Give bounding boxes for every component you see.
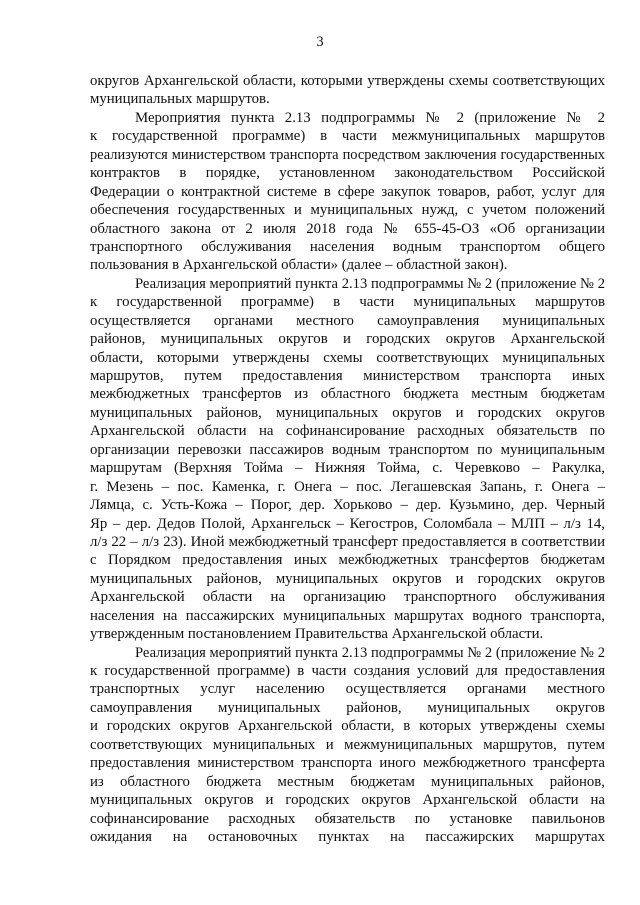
text-line: софинансирование расходных обязательств по установке павильонов: [90, 810, 605, 827]
text-line: предоставления министерством транспорта иного межбюджетного трансферта: [90, 755, 605, 772]
text-line: областного закона от 2 июля 2018 года № 655-45-ОЗ «Об организации: [90, 220, 605, 237]
text-line: с Порядком предоставления иных межбюджетных трансфертов бюджетам: [90, 552, 605, 569]
text-line: г. Мезень – пос. Каменка, г. Онега – пос. Легашевская Запань, г. Онега –: [90, 478, 605, 495]
text-line: осуществляется органами местного самоуправления муниципальных: [90, 312, 605, 329]
body-text: [90, 72, 605, 846]
text-line: Мероприятия пункта 2.13 подпрограммы № 2 (приложение № 2: [135, 109, 605, 126]
text-line: муниципальных маршрутов.: [90, 91, 270, 108]
text-line: маршрутам (Верхняя Тойма – Нижняя Тойма, с. Черевково – Ракулка,: [90, 460, 605, 477]
text-line: утвержденным постановлением Правительства Архангельской области.: [90, 626, 544, 643]
text-line: Архангельской области на софинансирование расходных обязательств по: [90, 423, 605, 440]
text-line: пользования в Архангельской области» (далее – областной закон).: [90, 257, 508, 274]
text-line: и городских округов Архангельской области, в которых утверждены схемы: [90, 718, 605, 735]
text-line: реализуются министерством транспорта посредством заключения государственных: [90, 146, 605, 163]
text-line: л/з 22 – л/з 23). Иной межбюджетный трансферт предоставляется в соответствии: [90, 533, 605, 550]
text-line: к государственной программе) в части создания условий для предоставления: [90, 663, 605, 679]
text-line: из областного бюджета местным бюджетам муниципальных районов,: [90, 773, 605, 790]
text-line: обеспечения государственных и муниципальных нужд, с учетом положений: [90, 202, 605, 219]
text-line: области, которыми утверждены схемы соответствующих муниципальных: [90, 349, 605, 366]
text-line: контрактов в порядке, установленном законодательством Российской: [90, 165, 605, 182]
text-line: округов Архангельской области, которыми утверждены схемы соответствующих: [90, 73, 605, 89]
text-line: организации перевозки пассажиров водным транспортом по муниципальным: [90, 441, 605, 458]
text-line: Яр – дер. Дедов Полой, Архангельск – Кегостров, Соломбала – МЛП – л/з 14,: [90, 515, 605, 532]
text-line: Архангельской области на организацию транспортного обслуживания: [90, 589, 605, 606]
text-line: самоуправления муниципальных районов, муниципальных округов: [90, 699, 605, 716]
text-line: районов, муниципальных округов и городских округов Архангельской: [90, 331, 605, 348]
page-number: 3: [316, 34, 324, 50]
text-line: муниципальных районов, муниципальных округов и городских округов: [90, 570, 605, 587]
text-line: к государственной программе) в части муниципальных маршрутов: [90, 294, 605, 311]
text-line: соответствующих муниципальных и межмуниципальных маршрутов, путем: [90, 736, 605, 753]
text-line: муниципальных округов и городских округов Архангельской области на: [90, 792, 605, 809]
text-line: населения на пассажирских муниципальных маршрутах водного транспорта,: [90, 607, 605, 624]
text-line: транспортных услуг населению осуществляется органами местного: [90, 681, 605, 698]
text-line: межбюджетных трансфертов из областного бюджета местным бюджетам: [90, 386, 605, 403]
text-line: Реализация мероприятий пункта 2.13 подпрограммы № 2 (приложение № 2: [135, 644, 605, 661]
text-line: Реализация мероприятий пункта 2.13 подпрограммы № 2 (приложение № 2: [135, 275, 605, 292]
text-line: Федерации о контрактной системе в сфере закупок товаров, работ, услуг для: [90, 183, 605, 200]
text-line: Лямца, с. Усть-Кожа – Порог, дер. Хорьково – дер. Кузьмино, дер. Черный: [90, 497, 605, 514]
text-line: к государственной программе) в части межмуниципальных маршрутов: [90, 128, 605, 145]
text-line: ожидания на остановочных пунктах на пассажирских маршрутах: [90, 828, 605, 845]
text-line: муниципальных районов, муниципальных округов и городских округов: [90, 404, 605, 421]
text-line: транспортного обслуживания населения водным транспортом общего: [90, 238, 605, 255]
text-line: маршрутов, путем предоставления министерством транспорта иных: [90, 368, 605, 384]
